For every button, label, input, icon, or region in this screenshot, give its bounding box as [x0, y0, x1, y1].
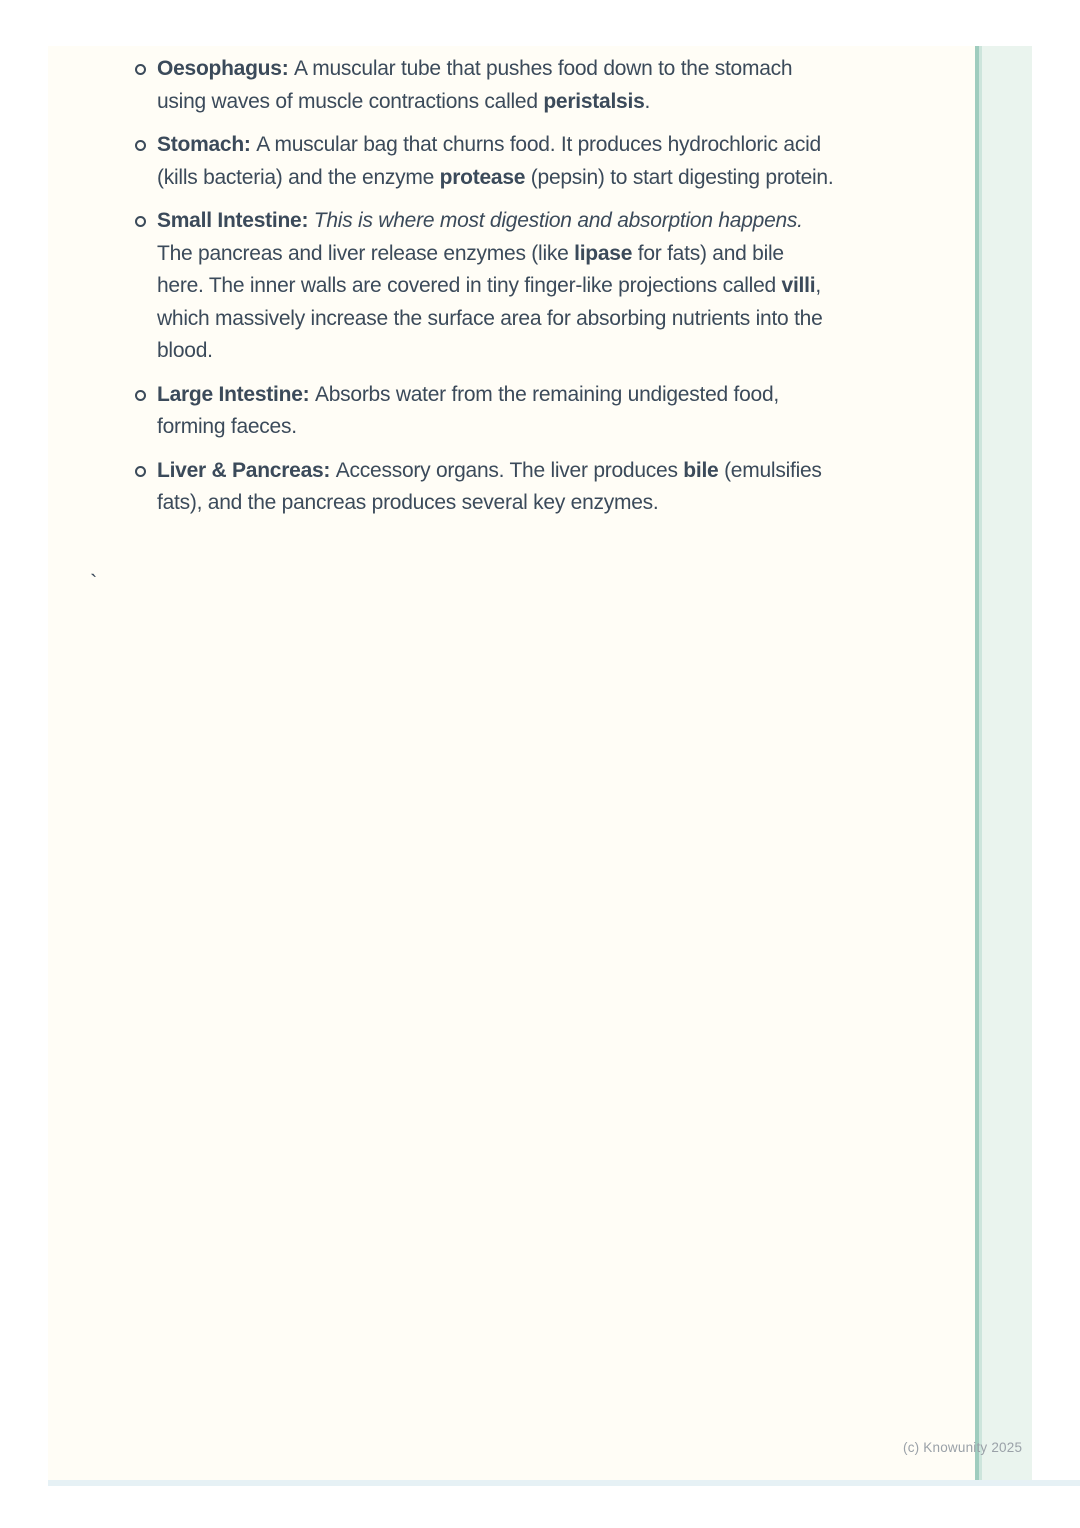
term-emphasis: villi: [781, 274, 816, 297]
bullet-icon: [135, 390, 146, 401]
list-item: [135, 205, 835, 368]
digestive-organs-list: [135, 53, 835, 531]
body-text: The pancreas and liver release enzymes (like: [157, 241, 575, 265]
list-item: [135, 455, 835, 520]
body-text: Absorbs water from the remaining undigested food, forming faeces.: [157, 382, 779, 438]
body-text: , which massively increase the surface area for absorbing nutrients into the blood.: [157, 274, 823, 362]
list-item: [135, 53, 835, 118]
term-emphasis: protease: [439, 165, 526, 189]
body-text: A muscular bag that churns food. It produces hydrochloric acid (kills bacteria) and the enzyme: [157, 133, 821, 189]
body-text: (emulsifies fats), and the pancreas produces several key enzymes.: [157, 458, 822, 514]
list-item: [135, 129, 835, 194]
body-text: for fats) and bile here. The inner walls are covered in tiny finger-like projections called: [157, 241, 784, 297]
body-text: Accessory organs. The liver produces: [335, 458, 684, 482]
accent-stripe: [975, 46, 1032, 1480]
list-item: [135, 379, 835, 444]
bullet-icon: [135, 466, 146, 477]
term-emphasis: lipase: [574, 241, 633, 265]
body-text: A muscular tube that pushes food down to the stomach using waves of muscle contractions called: [157, 57, 793, 113]
term-emphasis: Stomach:: [157, 133, 257, 156]
stray-backtick: `: [90, 570, 98, 595]
page-separator-line: [48, 1480, 1080, 1486]
term-emphasis: Oesophagus:: [157, 57, 295, 80]
term-emphasis: Small Intestine:: [157, 209, 314, 232]
bullet-icon: [135, 64, 146, 75]
body-text: .: [644, 89, 651, 113]
term-emphasis: bile: [683, 458, 719, 482]
bullet-icon: [135, 140, 146, 151]
italic-text: This is where most digestion and absorption happens.: [313, 209, 803, 232]
term-emphasis: peristalsis: [543, 89, 645, 113]
body-text: (pepsin) to start digesting protein.: [525, 165, 834, 189]
copyright-footer: (c) Knowunity 2025: [903, 1440, 1023, 1455]
bullet-icon: [135, 216, 146, 227]
term-emphasis: Large Intestine:: [157, 382, 315, 406]
term-emphasis: Liver & Pancreas:: [157, 458, 336, 482]
